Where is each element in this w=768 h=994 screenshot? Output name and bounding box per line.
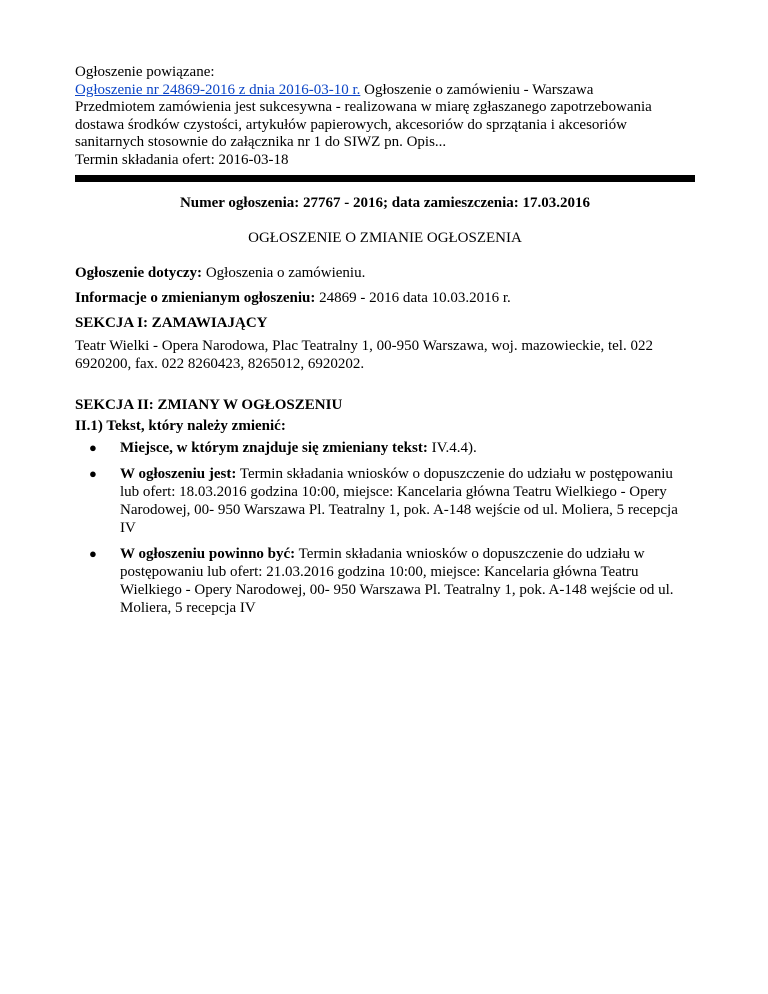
section1-text: Teatr Wielki - Opera Narodowa, Plac Teatralny 1, 00-950 Warszawa, woj. mazowieckie, tel. 022 6920200, fax. 022 8260423, 8265012, 6920202.: [75, 338, 653, 372]
bullet-icon: ●: [89, 546, 97, 561]
item-value: Termin składania wniosków o dopuszczenie do udziału w postępowaniu lub ofert: 18.03.2016 godzina 10:00, miejsce: Kancelaria główna Teatru Wielkiego - Opery Narodowej, 00- 950 Warszawa Pl. Teatralny 1, pok. A-148 wejście od ul. Moliera, 5 recepcja IV: [120, 466, 678, 536]
list-item: [75, 545, 695, 617]
related-deadline: Termin składania ofert: 2016-03-18: [75, 151, 289, 168]
related-description: Przedmiotem zamówienia jest sukcesywna - realizowana w miarę zgłaszanego zapotrzebowania dostawa środków czystości, artykułów papierowych, akcesoriów do sprzątania i akcesoriów sanitarnych stosownie do załącznika nr 1 do SIWZ pn. Opis...: [75, 99, 652, 150]
bullet-icon: ●: [89, 440, 97, 455]
item-value: IV.4.4).: [427, 440, 477, 456]
related-link-suffix: Ogłoszenie o zamówieniu - Warszawa: [360, 81, 594, 98]
related-notice: [75, 64, 695, 169]
related-link-line: [75, 82, 695, 100]
notice-concerns-value: Ogłoszenia o zamówieniu.: [202, 265, 366, 281]
item-label: Miejsce, w którym znajduje się zmieniany tekst:: [120, 440, 428, 456]
list-item: [75, 465, 695, 537]
divider: [75, 175, 695, 182]
item-value: Termin składania wniosków o dopuszczenie do udziału w postępowaniu lub ofert: 21.03.2016 godzina 10:00, miejsce: Kancelaria główna Teatru Wielkiego - Opery Narodowej, 00- 950 Warszawa Pl. Teatralny 1, pok. A-148 wejście od ul. Moliera, 5 recepcja IV: [120, 546, 674, 616]
notice-concerns-label: Ogłoszenie dotyczy:: [75, 265, 203, 281]
section2-heading: SEKCJA II: ZMIANY W OGŁOSZENIU: [75, 397, 343, 413]
notice-title: OGŁOSZENIE O ZMIANIE OGŁOSZENIA: [248, 230, 522, 246]
document-page: [75, 64, 695, 625]
bullet-icon: ●: [89, 466, 97, 481]
related-notice-link[interactable]: Ogłoszenie nr 24869-2016 z dnia 2016-03-10 r.: [75, 81, 361, 98]
related-heading: Ogłoszenie powiązane:: [75, 64, 215, 80]
item-label: W ogłoszeniu powinno być:: [120, 546, 296, 562]
section1-heading: SEKCJA I: ZAMAWIAJĄCY: [75, 315, 268, 331]
notice-info-value: 24869 - 2016 data 10.03.2016 r.: [315, 290, 511, 306]
notice-info-label: Informacje o zmienianym ogłoszeniu:: [75, 290, 316, 306]
notice-number: Numer ogłoszenia: 27767 - 2016; data zamieszczenia: 17.03.2016: [179, 195, 591, 211]
section2-subheading: II.1) Tekst, który należy zmienić:: [75, 418, 286, 434]
notice-info: [75, 289, 695, 307]
changes-list: [75, 439, 695, 617]
item-label: W ogłoszeniu jest:: [120, 466, 237, 482]
list-item: [75, 439, 695, 457]
notice-concerns: [75, 264, 695, 282]
